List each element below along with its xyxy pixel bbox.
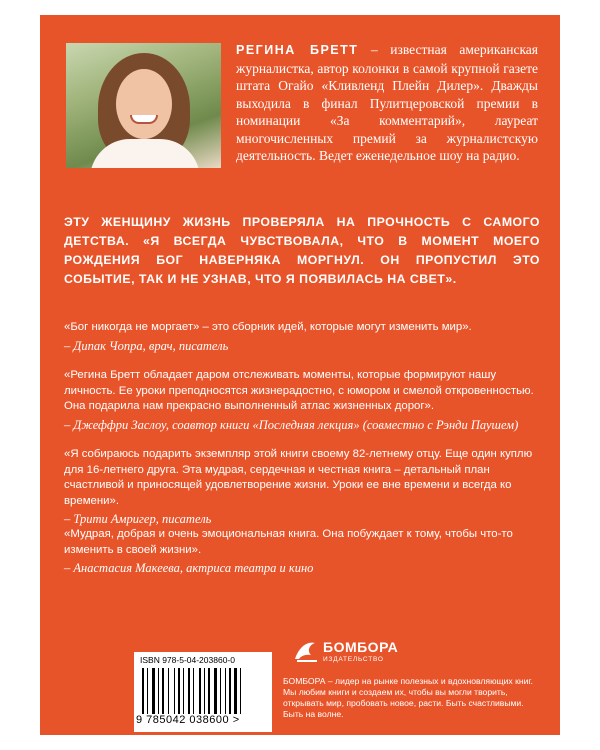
isbn-label: ISBN 978-5-04-203860-0 <box>140 655 235 665</box>
barcode-stripe <box>142 668 144 714</box>
quote-author: – Анастасия Макеева, актриса театра и кино <box>64 561 314 575</box>
quote-author: – Дипак Чопра, врач, писатель <box>64 338 229 353</box>
quote-text: «Мудрая, добрая и очень эмоциональная книга. Она побуждает к тому, чтобы что-то изменить в своей жизни». <box>64 528 513 556</box>
author-photo <box>66 43 221 168</box>
quote-block <box>64 447 542 528</box>
barcode-stripe <box>240 668 241 714</box>
barcode-stripe <box>220 668 221 714</box>
quote-text: «Регина Бретт обладает даром отслеживать моменты, которые формируют нашу личность. Ее уроки преподносятся жизнерадостно, с юмором и смелой откровенностью. Она подарила нам прекрасно выполненный атлас жизненных дорог». <box>64 369 534 412</box>
quote-block <box>64 320 542 355</box>
publisher-description: БОМБОРА – лидер на рынке полезных и вдохновляющих книг. Мы любим книги и создаем их, чтобы вы могли творить, открывать мир, пробовать новое, расти. Быть счастливыми. Быть на волне. <box>283 676 533 719</box>
barcode-stripe <box>168 668 169 714</box>
barcode-bars <box>142 668 266 714</box>
barcode-stripe <box>162 668 164 714</box>
barcode-stripe <box>229 668 231 714</box>
barcode-stripe <box>147 668 148 714</box>
barcode-stripe <box>225 668 226 714</box>
publisher-logo <box>293 635 413 675</box>
barcode-stripe <box>174 668 175 714</box>
barcode-stripe <box>199 668 201 714</box>
barcode-stripe <box>152 668 155 714</box>
barcode-stripe <box>204 668 205 714</box>
publisher-logo-subtitle: ИЗДАТЕЛЬСТВО <box>323 656 384 663</box>
quote-text: «Бог никогда не моргает» – это сборник идей, которые могут изменить мир». <box>64 321 472 333</box>
barcode-stripe <box>188 668 190 714</box>
quote-author: – Трити Амригер, писатель <box>64 512 212 526</box>
quote-block <box>64 527 542 577</box>
barcode-stripe <box>208 668 210 714</box>
quote-text: «Я собираюсь подарить экземпляр этой книги своему 82-летнему отцу. Еще один куплю для 16-летнего друга. Эта мудрая, сердечная и честная книга – детальный план счастливой и приносящей удовлетворение жизни. Уроки ее вне времени и всегда ко времени». <box>64 448 533 507</box>
barcode-stripe <box>183 668 184 714</box>
barcode-stripe <box>178 668 180 714</box>
book-back-cover <box>40 15 560 735</box>
barcode-stripe <box>193 668 194 714</box>
author-bio <box>236 41 538 165</box>
barcode-number: 9 785042 038600 > <box>136 714 240 726</box>
quote-block <box>64 368 542 434</box>
publisher-logo-name: БОМБОРА <box>323 639 399 655</box>
barcode-stripe <box>234 668 237 714</box>
barcode-stripe <box>158 668 159 714</box>
quote-author: – Джеффри Заслоу, соавтор книги «Последняя лекция» (совместно с Рэнди Паушем) <box>64 417 519 432</box>
bombora-wave-icon <box>293 637 319 663</box>
barcode <box>134 652 272 732</box>
barcode-stripe <box>214 668 217 714</box>
author-bio-text: – известная американская журналистка, автор колонки в самой крупной газете штата Огайо «Кливленд Плейн Дилер». Дважды выходила в финал Пулитцеровской премии в номинации «За комментарий», лауреат многочисленных премий за журналистскую деятельность. Ведет еженедельное шоу на радио. <box>236 42 538 163</box>
author-name: РЕГИНА БРЕТТ <box>236 43 359 57</box>
lead-paragraph: ЭТУ ЖЕНЩИНУ ЖИЗНЬ ПРОВЕРЯЛА НА ПРОЧНОСТЬ С САМОГО ДЕТСТВА. «Я ВСЕГДА ЧУВСТВОВАЛА, ЧТО В МОМЕНТ МОЕГО РОЖДЕНИЯ БОГ НАВЕРНЯКА МОРГНУЛ. ОН ПРОПУСТИЛ ЭТО СОБЫТИЕ, ТАК И НЕ УЗНАВ, ЧТО Я ПОЯВИЛАСЬ НА СВЕТ». <box>64 215 540 286</box>
